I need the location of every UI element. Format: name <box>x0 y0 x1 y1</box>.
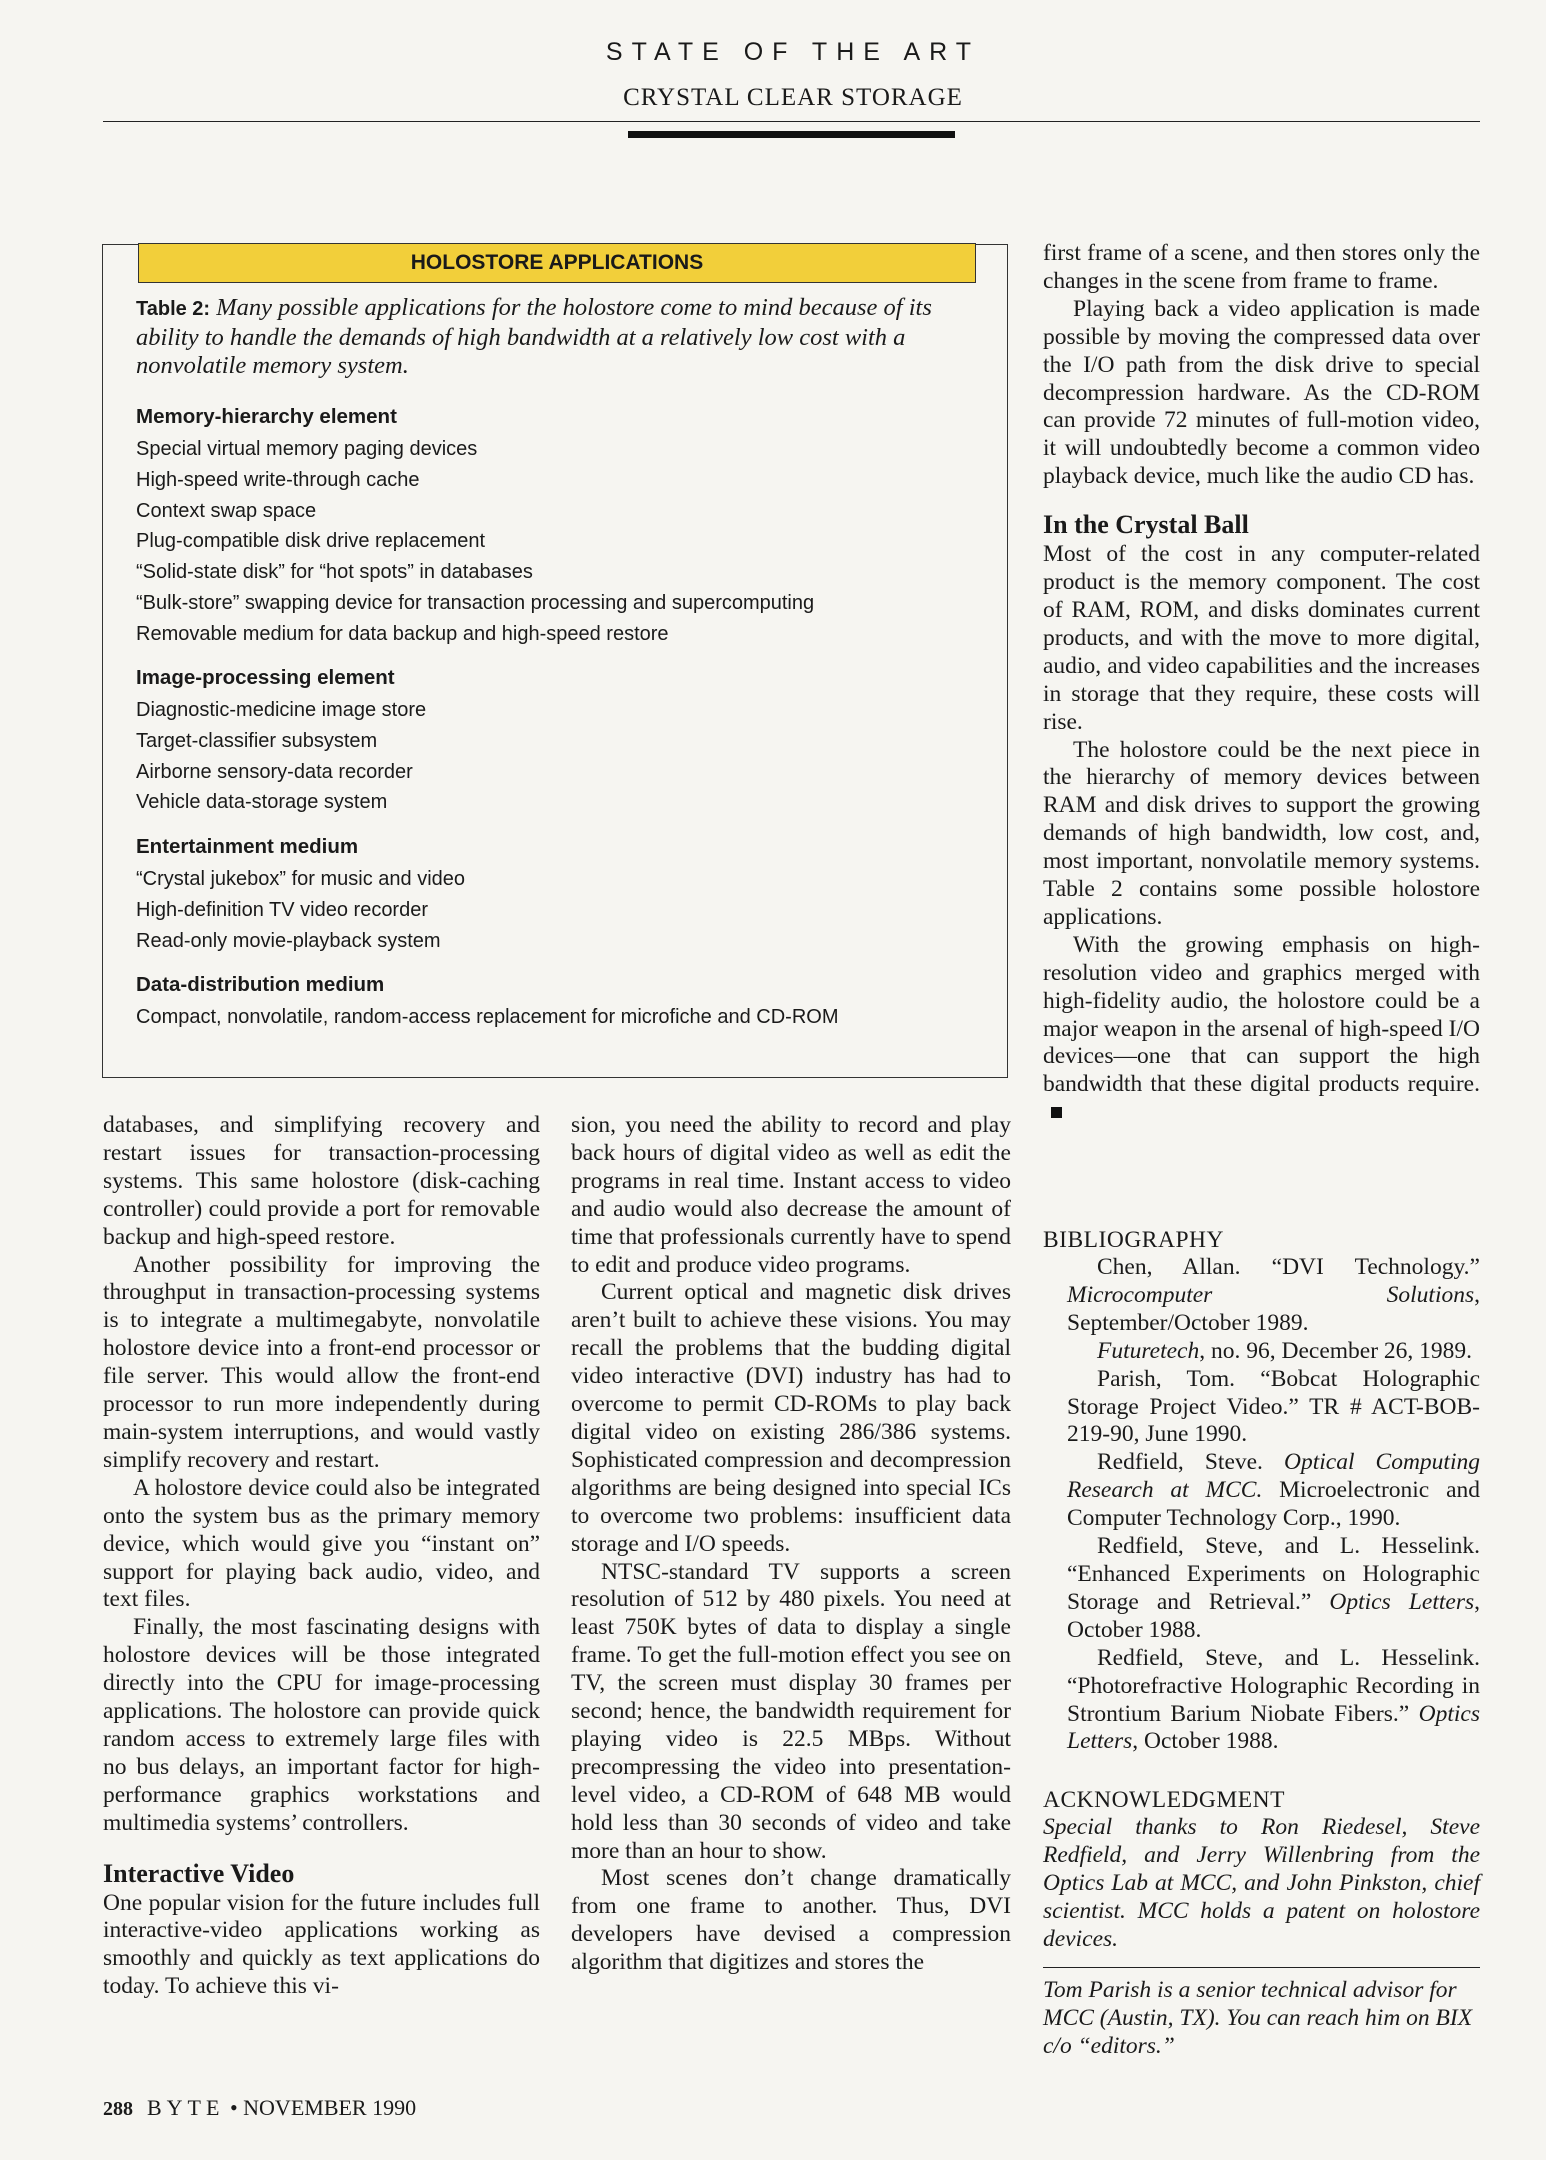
header-rule <box>103 121 1480 122</box>
table-item: Removable medium for data backup and high-speed restore <box>136 622 669 645</box>
table-group-title: Data-distribution medium <box>136 973 385 996</box>
table-group-distribution <box>136 970 996 1033</box>
table-item: High-speed write-through cache <box>136 468 420 491</box>
acknowledgment-text: Special thanks to Ron Riedesel, Steve Redfield, and Jerry Willenbring from the Optics Lab at MCC, and John Pinkston, chief scientist. MCC holds a patent on holostore devices. <box>1043 1814 1480 1952</box>
bibliography-entry <box>1043 1366 1480 1450</box>
table-item: “Solid-state disk” for “hot spots” in databases <box>136 561 533 584</box>
bib-text: , September/October 1989. <box>1067 1281 1480 1336</box>
bibliography-heading: BIBLIOGRAPHY <box>1043 1227 1224 1253</box>
bib-title: Optics Letters <box>1329 1588 1475 1615</box>
table-group-memory <box>136 402 996 650</box>
issue-date: NOVEMBER 1990 <box>243 2095 417 2120</box>
paragraph-text: With the growing emphasis on high-resolution video and graphics merged with high-fidelity audio, the holostore could be a major weapon in the arsenal of high-speed I/O devices—one that can support the high bandwidth that these digital products require. <box>1043 931 1480 1098</box>
table-caption-text: Many possible applications for the holostore come to mind because of its ability to handle the demands of high bandwidth at a relatively low cost with a nonvolatile memory system. <box>136 294 932 379</box>
table-banner: HOLOSTORE APPLICATIONS <box>138 243 976 283</box>
bibliography-entry <box>1043 1338 1480 1366</box>
table-item: Airborne sensory-data recorder <box>136 760 413 783</box>
table-group-title: Memory-hierarchy element <box>136 405 397 428</box>
paragraph: Playing back a video application is made possible by moving the compressed data over the I/O path from the disk drive to special decompression hardware. As the CD-ROM can provide 72 minutes of full-motion video, it will undoubtedly become a common video playback device, much like the audio CD has. <box>1043 295 1480 490</box>
table-item: Context swap space <box>136 499 317 522</box>
header-bar <box>628 131 955 138</box>
paragraph: databases, and simplifying recovery and restart issues for transaction-processing systems. This same holostore (disk-caching controller) could provide a port for removable backup and high-speed restore. <box>103 1112 540 1250</box>
table-caption <box>136 294 976 381</box>
acknowledgment-heading: ACKNOWLEDGMENT <box>1043 1787 1285 1814</box>
table-item: Plug-compatible disk drive replacement <box>136 530 486 553</box>
paragraph: first frame of a scene, and then stores only the changes in the scene from frame to frame. <box>1043 240 1480 294</box>
table-item: Special virtual memory paging devices <box>136 438 478 460</box>
column-3 <box>1043 240 1480 1127</box>
bib-text: Chen, Allan. “DVI Technology.” <box>1097 1254 1480 1280</box>
bib-text: Redfield, Steve, and L. Hesselink. “Photorefractive Holographic Recording in Strontium Barium Niobate Fibers.” <box>1067 1644 1480 1727</box>
section-heading: Interactive Video <box>103 1858 295 1888</box>
paragraph: A holostore device could also be integrated onto the system bus as the primary memory device, which would give you “instant on” support for playing back audio, video, and text files. <box>103 1474 540 1613</box>
table-item: Vehicle data-storage system <box>136 791 388 814</box>
paragraph: sion, you need the ability to record and play back hours of digital video as well as edit the programs in real time. Instant access to video and audio would also decrease the amount of time that professionals currently have to spend to edit and produce video programs. <box>571 1112 1011 1278</box>
section-heading: In the Crystal Ball <box>1043 510 1249 540</box>
table-item: Diagnostic-medicine image store <box>136 699 427 721</box>
author-rule <box>1043 1967 1480 1968</box>
table-group-image <box>136 663 996 818</box>
bib-text: Redfield, Steve, and L. Hesselink. “Enhanced Experiments on Holographic Storage and Retrieval.” <box>1067 1533 1480 1615</box>
bib-text: Redfield, Steve. <box>1097 1449 1284 1476</box>
table-item: “Bulk-store” swapping device for transaction processing and supercomputing <box>136 591 815 614</box>
paragraph: One popular vision for the future includes full interactive-video applications working as smoothly and quickly as text applications do today. To achieve this vi- <box>103 1889 540 2000</box>
paragraph: Another possibility for improving the throughput in transaction-processing systems is to integrate a multimegabyte, nonvolatile holostore device into a front-end processor or file server. This would allow the front-end processor to run more independently during main-system interruptions, and would vastly simplify recovery and restart. <box>103 1251 540 1473</box>
bib-title: Futuretech <box>1097 1337 1200 1364</box>
table-label: Table 2: <box>136 298 211 320</box>
author-note: Tom Parish is a senior technical advisor for MCC (Austin, TX). You can reach him on BIX c/o “editors.” <box>1043 1977 1473 2059</box>
magazine-name: BYTE <box>147 2095 225 2120</box>
bib-text: Parish, Tom. “Bobcat Holographic Storage Project Video.” TR # ACT-BOB-219-90, June 1990. <box>1067 1365 1480 1448</box>
bib-text: , October 1988. <box>1132 1728 1279 1755</box>
paragraph <box>1043 932 1480 1127</box>
page-footer <box>103 2095 416 2121</box>
end-mark-icon <box>1051 1107 1062 1118</box>
paragraph: NTSC-standard TV supports a screen resolution of 512 by 480 pixels. You need at least 750K bytes of data to display a single frame. To get the full-motion effect you see on TV, the screen must display 30 frames per second; hence, the bandwidth requirement for playing video is 22.5 MBps. Without precompressing the video into presentation-level video, a CD-ROM of 648 MB would hold less than 30 seconds of video and take more than an hour to show. <box>571 1558 1011 1864</box>
bib-title: Microcomputer Solutions <box>1067 1281 1475 1308</box>
table-group-title: Image-processing element <box>136 666 395 689</box>
section-kicker: STATE OF THE ART <box>605 38 981 66</box>
column-3-back-matter <box>1043 1226 1480 1954</box>
paragraph: Current optical and magnetic disk drives aren’t built to achieve these visions. You may recall the problems that the budding digital video interactive (DVI) industry has had to overcome to permit CD-ROMs to play back digital video on existing 286/386 systems. Sophisticated compression and decompression algorithms are being designed into special ICs to overcome two problems: insufficient data storage and I/O speeds. <box>571 1279 1011 1557</box>
bibliography-entry <box>1043 1449 1480 1533</box>
page-number: 288 <box>103 2098 133 2120</box>
table-item: Read-only movie-playback system <box>136 929 441 952</box>
bib-text: , October 1988. <box>1067 1588 1480 1643</box>
table-item: Compact, nonvolatile, random-access replacement for microfiche and CD-ROM <box>136 1006 839 1028</box>
bib-text: , no. 96, December 26, 1989. <box>1199 1337 1473 1364</box>
paragraph: Finally, the most fascinating designs with holostore devices will be those integrated directly into the CPU for image-processing applications. The holostore can provide quick random access to extremely large files with no bus delays, an important factor for high-performance graphics workstations and multimedia systems’ controllers. <box>103 1614 540 1836</box>
bib-text: Microelectronic and Computer Technology Corp., 1990. <box>1067 1477 1480 1532</box>
bibliography-entry <box>1043 1645 1480 1757</box>
bib-title: Optical Computing Research at MCC. <box>1067 1449 1480 1504</box>
column-2 <box>571 1112 1011 1977</box>
column-1 <box>103 1112 540 2001</box>
article-title: CRYSTAL CLEAR STORAGE <box>623 84 963 111</box>
table-item: Target-classifier subsystem <box>136 729 378 752</box>
table-group-title: Entertainment medium <box>136 835 359 858</box>
table-group-entertainment <box>136 832 996 956</box>
bibliography-entry <box>1043 1533 1480 1645</box>
paragraph: Most scenes don’t change dramatically from one frame to another. Thus, DVI developers have devised a compression algorithm that digitizes and stores the <box>571 1865 1011 1976</box>
paragraph: Most of the cost in any computer-related product is the memory component. The cost of RAM, ROM, and disks dominates current products, and with the move to more digital, audio, and video capabilities and the increases in storage that they require, these costs will rise. <box>1043 541 1480 735</box>
bibliography-entry <box>1043 1254 1480 1338</box>
table-item: “Crystal jukebox” for music and video <box>136 868 466 890</box>
table-item: High-definition TV video recorder <box>136 898 429 921</box>
paragraph: The holostore could be the next piece in the hierarchy of memory devices between RAM and disk drives to support the growing demands of high bandwidth, low cost, and, most important, nonvolatile memory systems. Table 2 contains some possible holostore applications. <box>1043 736 1480 930</box>
bib-title: Optics Letters <box>1067 1700 1480 1755</box>
footer-separator: • <box>229 2095 238 2120</box>
